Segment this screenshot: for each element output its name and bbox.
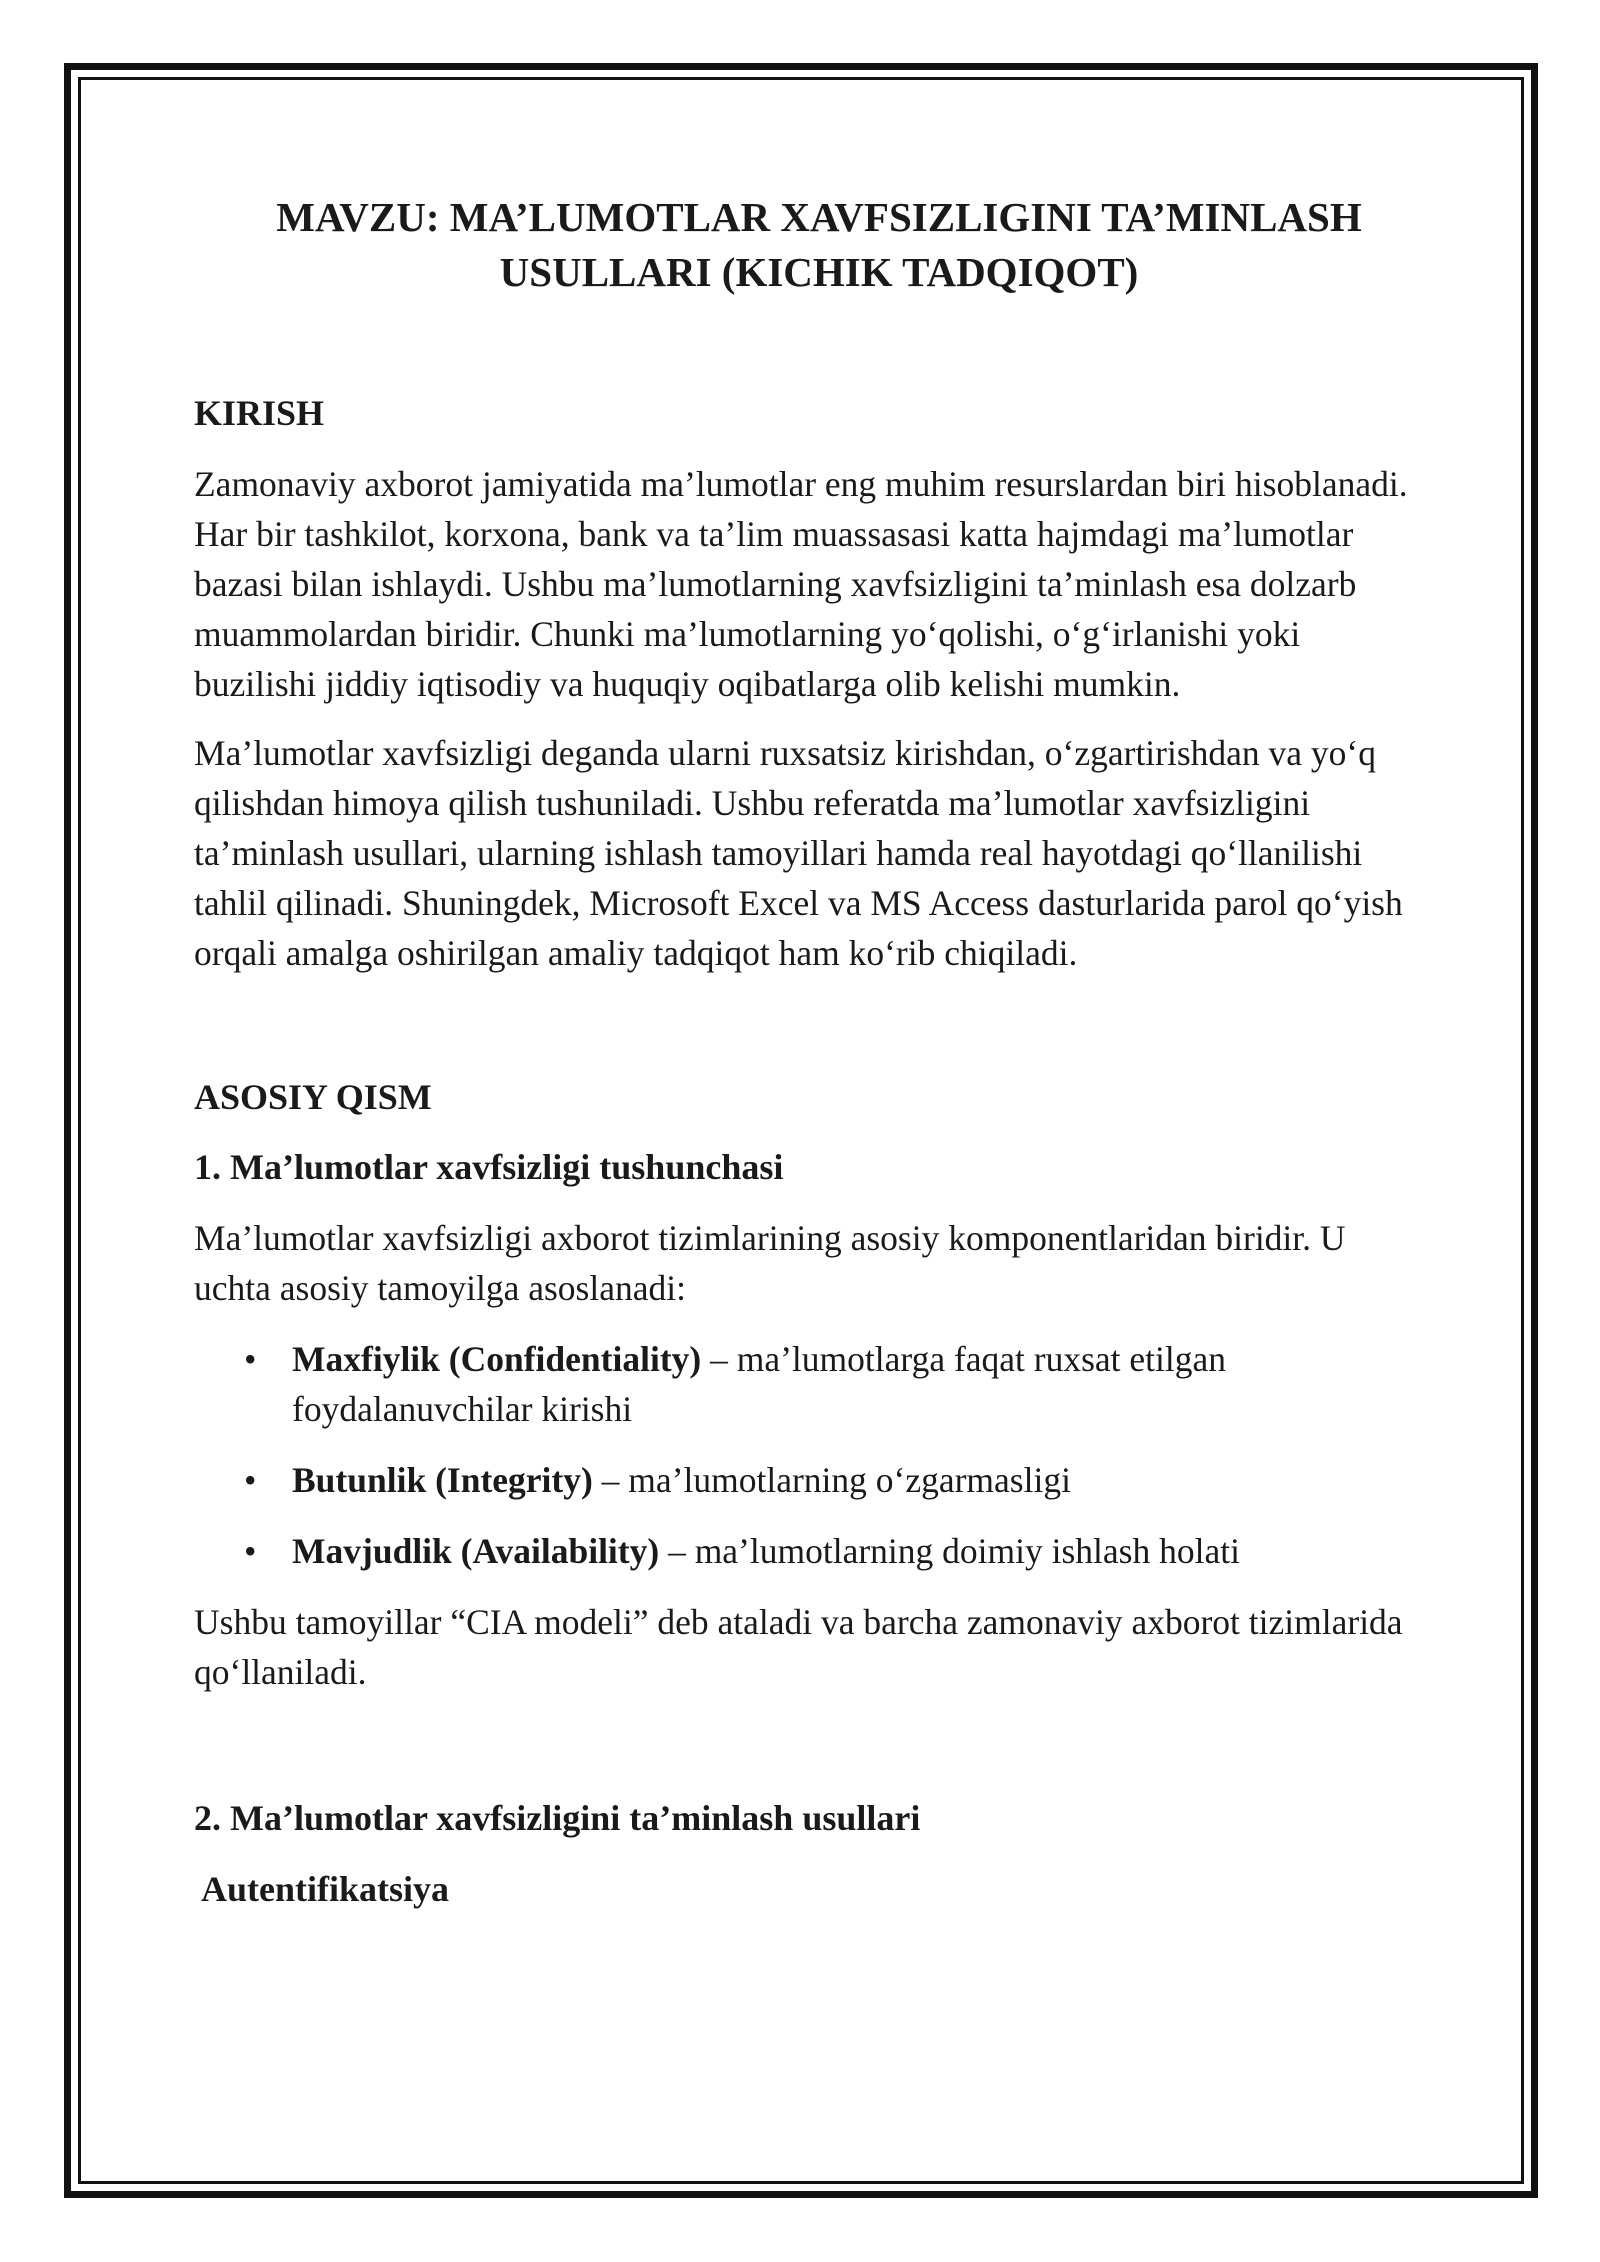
kirish-paragraph-1: Zamonaviy axborot jamiyatida ma’lumotlar eng muhim resurslardan biri hisoblanadi. Har bir tashkilot, korxona, bank va ta’lim muassasasi katta hajmdagi ma’lumotlar bazasi bilan ishlaydi. Ushbu ma’lumotlarning xavfsizligini ta’minlash esa dolzarb muammolardan biridir. Chunki ma’lumotlarning yo‘qolishi, o‘g‘irlanishi yoki buzilishi jiddiy iqtisodiy va huquqiy oqibatlarga olib kelishi mumkin. [194,464,1408,704]
section-1-heading: 1. Ma’lumotlar xavfsizligi tushunchasi [194,1147,784,1187]
section-1-outro: Ushbu tamoyillar “CIA modeli” deb ataladi va barcha zamonaviy axborot tizimlarida qo‘llaniladi. [194,1602,1403,1692]
section-1-intro: Ma’lumotlar xavfsizligi axborot tizimlarining asosiy komponentlaridan biridir. U uchta asosiy tamoyilga asoslanadi: [194,1218,1346,1308]
kirish-heading: KIRISH [194,393,325,433]
list-item-availability [194,1526,1414,1576]
cia-principles-list [194,1334,1414,1576]
desc-confidentiality: – ma’lumotlarga faqat ruxsat etilgan foydalanuvchilar kirishi [292,1339,1227,1429]
list-item-integrity [194,1455,1414,1505]
title-line-1: MAVZU: MA’LUMOTLAR XAVFSIZLIGINI TA’MINLASH [276,194,1362,240]
asosiy-qism-heading: ASOSIY QISM [194,1077,432,1117]
desc-integrity: – ma’lumotlarning o‘zgarmasligi [592,1460,1071,1500]
document-title [174,190,1464,300]
kirish-paragraph-2: Ma’lumotlar xavfsizligi deganda ularni ruxsatsiz kirishdan, o‘zgartirishdan va yo‘q qilishdan himoya qilish tushuniladi. Ushbu referatda ma’lumotlar xavfsizligini ta’minlash usullari, ularning ishlash tamoyillari hamda real hayotdagi qo‘llanilishi tahlil qilinadi. Shuningdek, Microsoft Excel va MS Access dasturlarida parol qo‘yish orqali amalga oshirilgan amaliy tadqiqot ham ko‘rib chiqiladi. [194,733,1403,973]
title-line-2: USULLARI (KICHIK TADQIQOT) [499,249,1139,295]
desc-availability: – ma’lumotlarning doimiy ishlash holati [659,1531,1240,1571]
bullet-icon: • [244,1531,257,1571]
term-integrity: Butunlik (Integrity) [292,1460,593,1500]
autentifikatsiya-subheading: Autentifikatsiya [201,1869,450,1909]
section-2-heading: 2. Ma’lumotlar xavfsizligini ta’minlash usullari [194,1798,921,1838]
term-availability: Mavjudlik (Availability) [292,1531,660,1571]
list-item-confidentiality [194,1334,1414,1434]
bullet-icon: • [244,1339,257,1379]
document-body [194,190,1414,1913]
bullet-icon: • [244,1460,257,1500]
term-confidentiality: Maxfiylik (Confidentiality) [292,1339,702,1379]
